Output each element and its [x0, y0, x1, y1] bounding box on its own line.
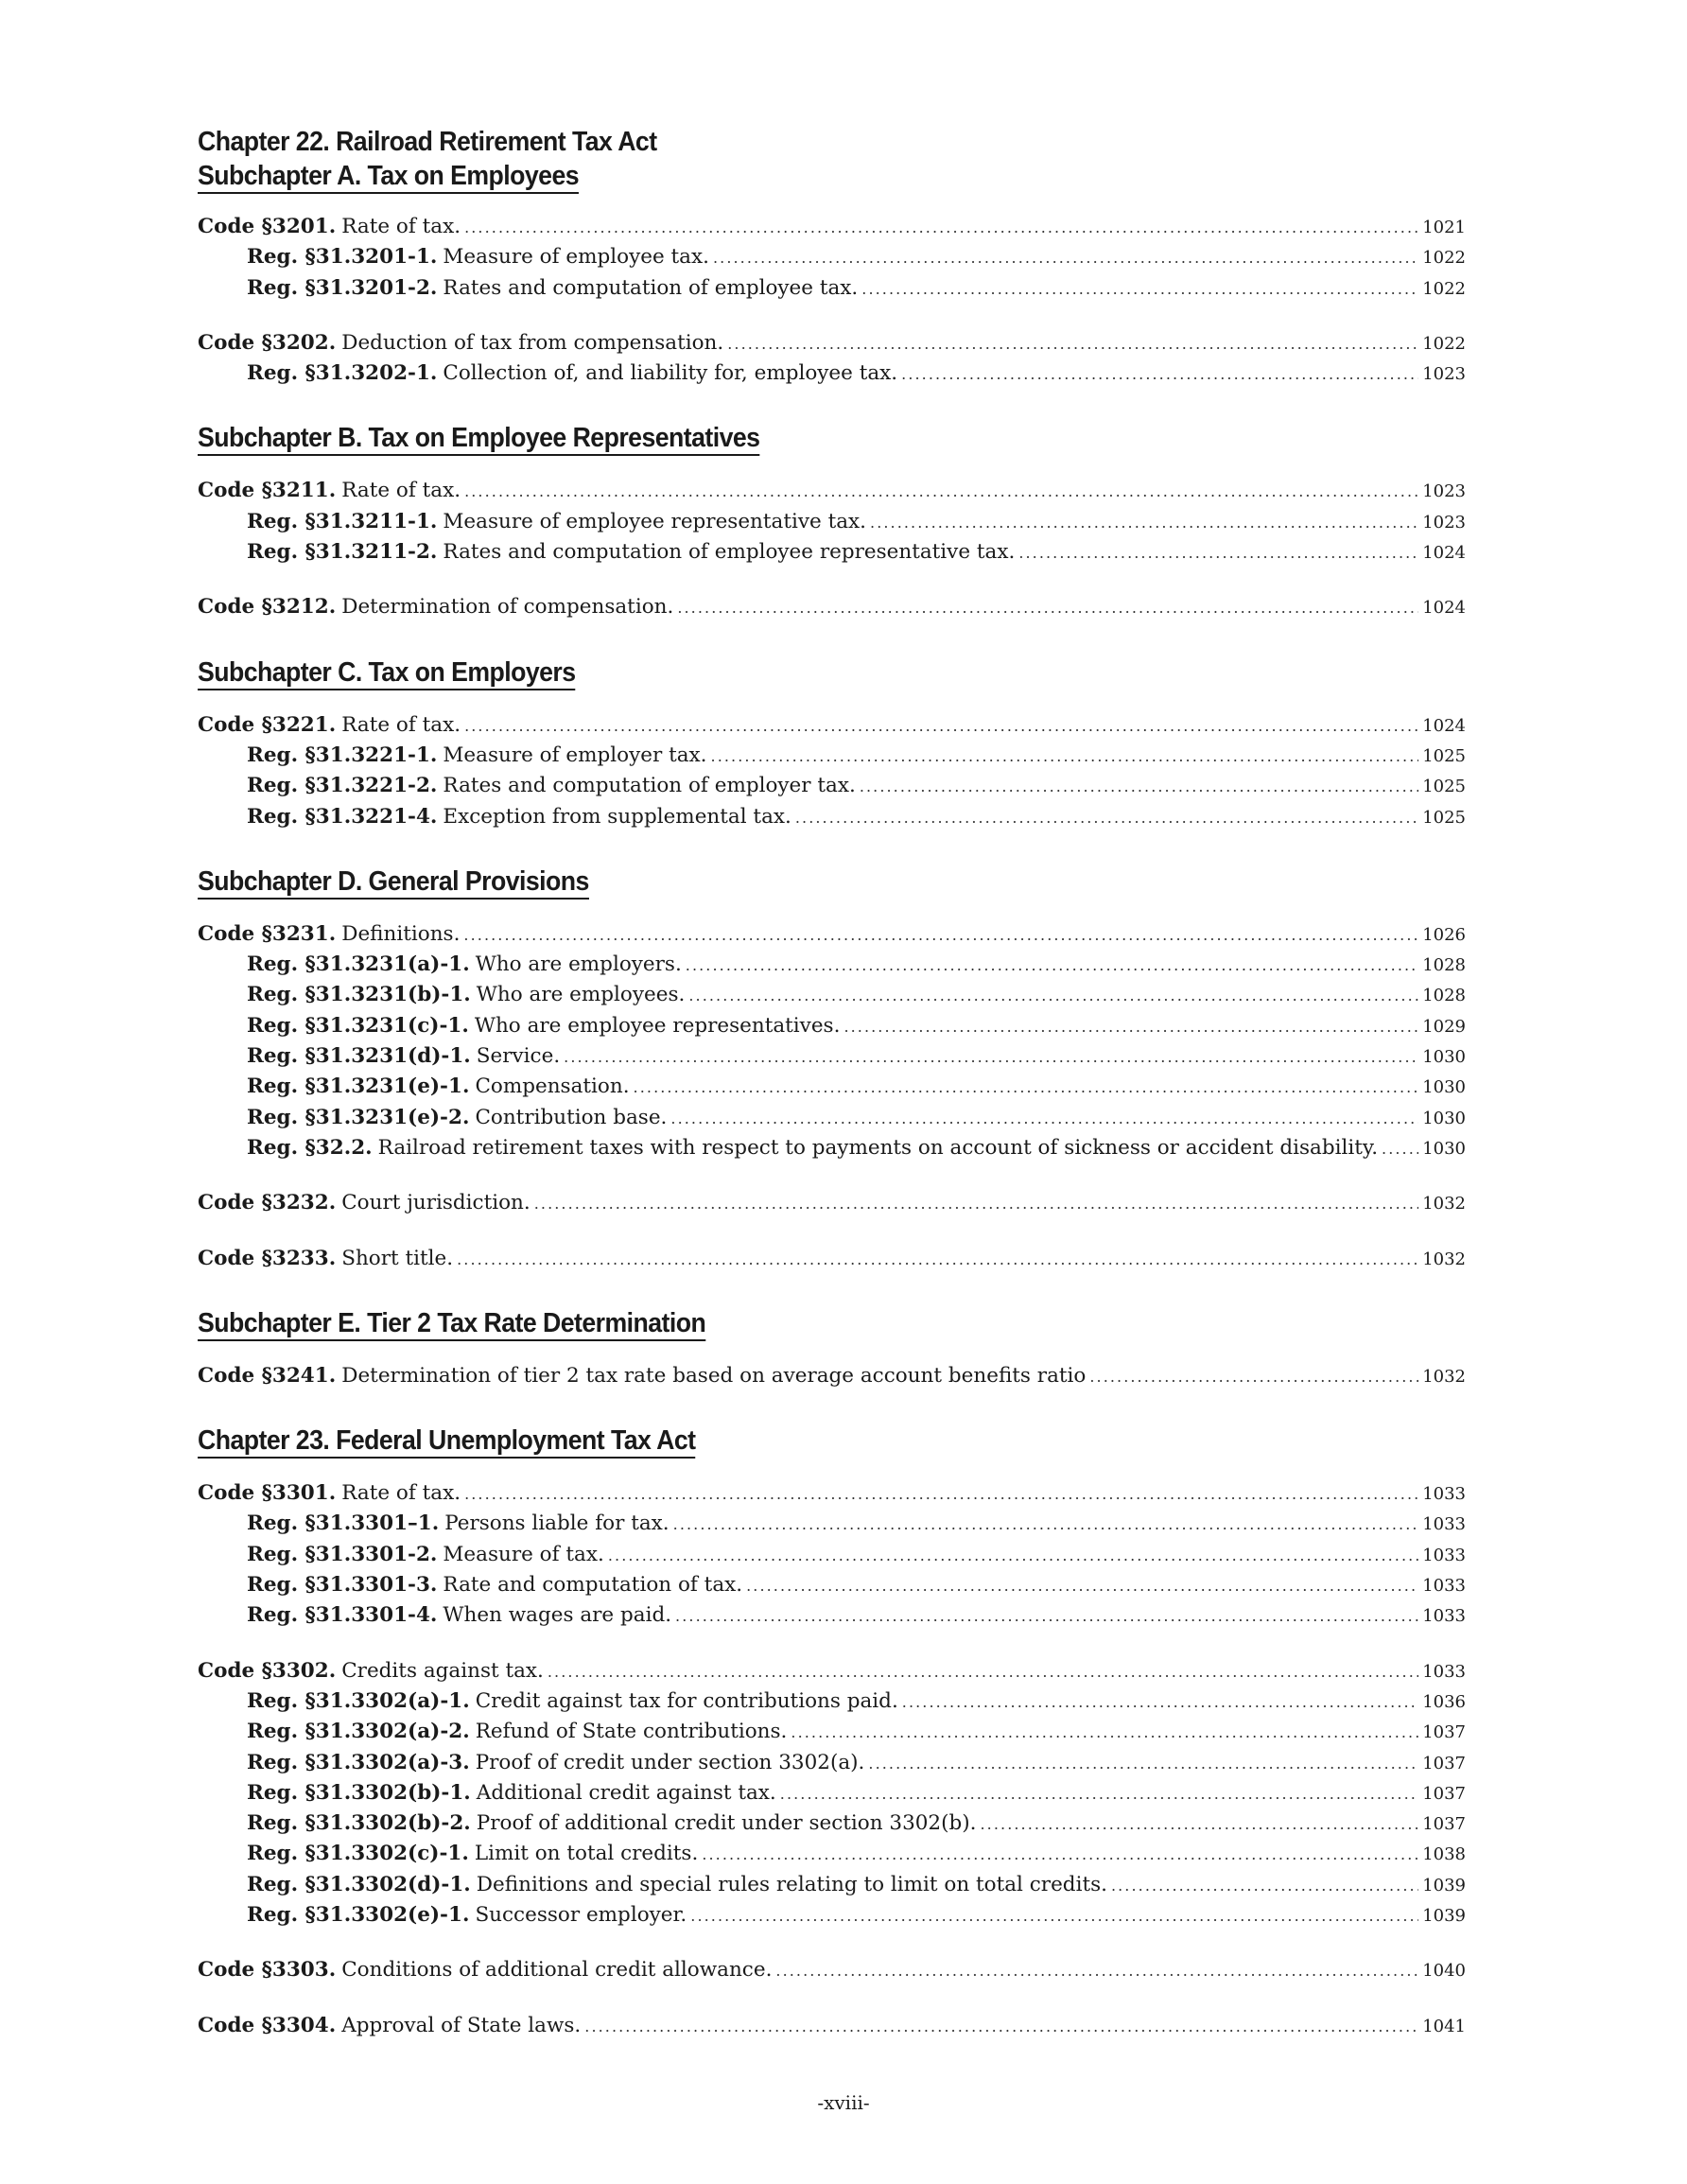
entry-reference: Code §3221. — [198, 712, 337, 737]
entry-description: When wages are paid. — [443, 1603, 672, 1628]
toc-entry-group — [198, 710, 1466, 832]
dot-leader — [463, 920, 1418, 950]
subchapter-heading — [198, 421, 1365, 455]
dot-leader — [464, 213, 1418, 242]
entry-reference: Reg. §31.3211-1. — [247, 509, 438, 533]
entry-description: Approval of State laws. — [341, 2013, 582, 2037]
page-number-footer: -xviii- — [817, 2091, 870, 2114]
toc-entry-regulation[interactable] — [198, 1839, 1466, 1869]
toc-entry-regulation[interactable] — [198, 1041, 1466, 1072]
toc-entry-regulation[interactable] — [198, 980, 1466, 1010]
toc-entry-group — [198, 212, 1466, 304]
toc-entry-group — [198, 328, 1466, 390]
entry-description: Compensation. — [475, 1075, 630, 1099]
dot-leader — [791, 1718, 1418, 1747]
entry-page-number: 1030 — [1422, 1077, 1466, 1098]
entry-reference: Code §3201. — [198, 215, 337, 238]
dot-leader — [548, 1657, 1418, 1686]
entry-page-number: 1023 — [1422, 481, 1466, 502]
entry-reference: Code §3301. — [198, 1481, 337, 1506]
entry-page-number: 1022 — [1422, 278, 1466, 299]
dot-leader — [670, 1104, 1418, 1133]
toc-entry-regulation[interactable] — [198, 1686, 1466, 1717]
entry-description: Rate and computation of tax. — [443, 1573, 743, 1598]
subchapter-heading — [198, 865, 1365, 899]
dot-leader — [711, 742, 1419, 771]
entry-description: Proof of credit under section 3302(a). — [475, 1750, 865, 1774]
toc-entry-group — [198, 1361, 1466, 1391]
toc-section — [198, 1306, 1466, 1391]
toc-entry-regulation[interactable] — [198, 771, 1466, 801]
dot-leader — [1382, 1134, 1418, 1163]
entry-reference: Reg. §31.3231(e)-1. — [247, 1075, 470, 1099]
subchapter-heading — [198, 1424, 1365, 1458]
toc-entry-regulation[interactable] — [198, 1808, 1466, 1839]
dot-leader — [677, 593, 1418, 622]
entry-page-number: 1030 — [1422, 1138, 1466, 1159]
entry-reference: Reg. §31.3302(e)-1. — [247, 1902, 470, 1927]
entry-page-number: 1041 — [1422, 2016, 1466, 2036]
entry-page-number: 1033 — [1422, 1545, 1466, 1565]
entry-reference: Code §3202. — [198, 330, 337, 355]
toc-entry-code[interactable] — [198, 592, 1466, 622]
dot-leader — [675, 1601, 1418, 1631]
dot-leader — [844, 1012, 1418, 1041]
entry-page-number: 1025 — [1422, 745, 1466, 766]
toc-entry-regulation[interactable] — [198, 1011, 1466, 1041]
subchapter-heading — [198, 655, 1365, 690]
toc-entry-group — [198, 919, 1466, 1163]
entry-page-number: 1036 — [1422, 1691, 1466, 1712]
entry-page-number: 1028 — [1422, 986, 1466, 1006]
entry-description: Definitions and special rules relating to limit on total credits. — [476, 1872, 1107, 1896]
dot-leader — [673, 1510, 1419, 1539]
toc-entry-group — [198, 1244, 1466, 1274]
dot-leader — [713, 243, 1418, 272]
table-of-contents — [198, 125, 1466, 2066]
entry-reference: Reg. §31.3221-4. — [247, 804, 438, 829]
toc-section — [198, 125, 1466, 389]
entry-description: Refund of State contributions. — [475, 1720, 788, 1744]
dot-leader — [464, 711, 1418, 741]
subchapter-heading — [198, 159, 1365, 193]
toc-entry-regulation[interactable] — [198, 273, 1466, 304]
toc-entry-code[interactable] — [198, 1955, 1466, 1985]
entry-page-number: 1022 — [1422, 333, 1466, 354]
entry-page-number: 1033 — [1422, 1484, 1466, 1505]
toc-section — [198, 1424, 1466, 2041]
entry-description: Who are employees. — [476, 983, 686, 1007]
entry-reference: Reg. §31.3231(d)-1. — [247, 1044, 471, 1069]
entry-description: Contribution base. — [475, 1105, 668, 1129]
entry-description: Who are employers. — [475, 952, 682, 977]
toc-entry-code[interactable] — [198, 710, 1466, 741]
entry-page-number: 1037 — [1422, 1783, 1466, 1804]
entry-description: Service. — [476, 1044, 561, 1069]
dot-leader — [464, 1479, 1418, 1509]
entry-page-number: 1021 — [1422, 218, 1466, 237]
entry-reference: Reg. §32.2. — [247, 1135, 373, 1160]
entry-description: Determination of tier 2 tax rate based on average account benefits ratio — [341, 1363, 1087, 1388]
entry-reference: Reg. §31.3302(a)-2. — [247, 1720, 470, 1744]
entry-description: Rates and computation of employer tax. — [443, 774, 856, 798]
subchapter-heading — [198, 1306, 1365, 1340]
entry-reference: Reg. §31.3221-1. — [247, 743, 438, 767]
toc-entry-code[interactable] — [198, 2011, 1466, 2041]
entry-description: Credits against tax. — [341, 1658, 544, 1683]
entry-page-number: 1039 — [1422, 1875, 1466, 1896]
entry-page-number: 1024 — [1422, 543, 1466, 564]
entry-description: Measure of employee tax. — [443, 245, 709, 270]
toc-entry-regulation[interactable] — [198, 507, 1466, 537]
dot-leader — [564, 1042, 1418, 1072]
entry-page-number: 1023 — [1422, 364, 1466, 385]
entry-reference: Reg. §31.3211-2. — [247, 540, 438, 565]
entry-reference: Reg. §31.3301–1. — [247, 1511, 440, 1536]
entry-reference: Code §3304. — [198, 2013, 337, 2037]
entry-page-number: 1037 — [1422, 1753, 1466, 1773]
toc-entry-code[interactable] — [198, 1361, 1466, 1391]
dot-leader — [727, 329, 1418, 358]
entry-description: Deduction of tax from compensation. — [341, 330, 724, 355]
entry-page-number: 1032 — [1422, 1249, 1466, 1269]
entry-page-number: 1033 — [1422, 1576, 1466, 1597]
toc-entry-regulation[interactable] — [198, 1133, 1466, 1163]
entry-page-number: 1023 — [1422, 512, 1466, 533]
entry-description: Successor employer. — [475, 1902, 687, 1927]
entry-description: Short title. — [341, 1246, 454, 1270]
entry-description: Rate of tax. — [341, 1481, 461, 1506]
entry-description: Proof of additional credit under section 3302(b). — [476, 1811, 977, 1836]
subchapter-heading-text: Subchapter A. Tax on Employees — [198, 161, 579, 194]
entry-page-number: 1024 — [1422, 598, 1466, 619]
entry-description: Conditions of additional credit allowance. — [341, 1958, 773, 1983]
entry-page-number: 1030 — [1422, 1047, 1466, 1068]
entry-description: Limit on total credits. — [474, 1842, 699, 1866]
entry-description: Persons liable for tax. — [444, 1511, 670, 1536]
entry-reference: Reg. §31.3231(a)-1. — [247, 952, 470, 977]
toc-entry-code[interactable] — [198, 919, 1466, 950]
toc-entry-regulation[interactable] — [198, 950, 1466, 980]
entry-description: Railroad retirement taxes with respect to payments on account of sickness or accident disability. — [377, 1135, 1379, 1160]
entry-reference: Reg. §31.3302(b)-1. — [247, 1780, 471, 1805]
toc-entry-regulation[interactable] — [198, 537, 1466, 568]
entry-description: Rates and computation of employee tax. — [443, 275, 859, 300]
entry-page-number: 1033 — [1422, 1661, 1466, 1682]
entry-reference: Code §3211. — [198, 479, 337, 503]
entry-reference: Reg. §31.3202-1. — [247, 361, 438, 386]
dot-leader — [780, 1779, 1418, 1808]
entry-page-number: 1028 — [1422, 955, 1466, 976]
dot-leader — [870, 508, 1418, 537]
dot-leader — [584, 2012, 1418, 2041]
entry-description: Determination of compensation. — [341, 595, 674, 620]
toc-entry-regulation[interactable] — [198, 1570, 1466, 1600]
dot-leader — [608, 1541, 1418, 1570]
toc-entry-code[interactable] — [198, 212, 1466, 242]
toc-entry-regulation[interactable] — [198, 1717, 1466, 1747]
dot-leader — [634, 1073, 1419, 1102]
entry-description: Collection of, and liability for, employee tax. — [443, 361, 898, 386]
entry-reference: Reg. §31.3301-2. — [247, 1542, 438, 1566]
toc-entry-group — [198, 476, 1466, 568]
dot-leader — [690, 1901, 1418, 1931]
entry-page-number: 1024 — [1422, 715, 1466, 736]
entry-reference: Reg. §31.3201-1. — [247, 245, 438, 270]
entry-reference: Reg. §31.3302(c)-1. — [247, 1842, 469, 1866]
entry-page-number: 1026 — [1422, 924, 1466, 945]
entry-description: Credit against tax for contributions paid. — [475, 1688, 898, 1713]
entry-description: Additional credit against tax. — [476, 1780, 776, 1805]
chapter-heading: Chapter 22. Railroad Retirement Tax Act — [198, 127, 657, 157]
subchapter-heading-text: Chapter 23. Federal Unemployment Tax Act — [198, 1425, 695, 1459]
entry-page-number: 1029 — [1422, 1016, 1466, 1037]
toc-entry-regulation[interactable] — [198, 358, 1466, 389]
subchapter-heading-text: Subchapter B. Tax on Employee Representatives — [198, 423, 759, 456]
toc-section — [198, 655, 1466, 832]
toc-entry-group — [198, 1656, 1466, 1931]
toc-entry-code[interactable] — [198, 1188, 1466, 1218]
entry-reference: Reg. §31.3201-2. — [247, 275, 438, 300]
entry-description: Definitions. — [341, 921, 461, 946]
entry-reference: Reg. §31.3302(d)-1. — [247, 1872, 471, 1896]
entry-reference: Reg. §31.3221-2. — [247, 774, 438, 798]
entry-description: Measure of employer tax. — [443, 743, 707, 767]
entry-reference: Code §3241. — [198, 1363, 337, 1388]
dot-leader — [702, 1840, 1418, 1869]
entry-description: Rate of tax. — [341, 712, 461, 737]
entry-page-number: 1039 — [1422, 1905, 1466, 1926]
toc-section — [198, 865, 1466, 1274]
entry-description: Court jurisdiction. — [341, 1191, 530, 1215]
entry-page-number: 1033 — [1422, 1606, 1466, 1627]
dot-leader — [1089, 1362, 1418, 1391]
dot-leader — [981, 1809, 1419, 1839]
entry-page-number: 1038 — [1422, 1844, 1466, 1865]
entry-page-number: 1032 — [1422, 1194, 1466, 1214]
toc-entry-code[interactable] — [198, 476, 1466, 506]
entry-reference: Reg. §31.3302(a)-1. — [247, 1688, 470, 1713]
entry-page-number: 1040 — [1422, 1961, 1466, 1982]
toc-entry-regulation[interactable] — [198, 1870, 1466, 1900]
toc-entry-regulation[interactable] — [198, 1748, 1466, 1778]
subchapter-heading-text: Subchapter C. Tax on Employers — [198, 657, 576, 690]
toc-entry-regulation[interactable] — [198, 1540, 1466, 1570]
dot-leader — [457, 1245, 1418, 1274]
toc-entry-regulation[interactable] — [198, 1900, 1466, 1931]
toc-entry-group — [198, 1188, 1466, 1218]
toc-entry-regulation[interactable] — [198, 242, 1466, 272]
toc-entry-group — [198, 592, 1466, 622]
toc-entry-regulation[interactable] — [198, 1509, 1466, 1539]
entry-reference: Reg. §31.3231(b)-1. — [247, 983, 471, 1007]
dot-leader — [775, 1956, 1418, 1985]
subchapter-heading-text: Subchapter E. Tier 2 Tax Rate Determination — [198, 1308, 705, 1341]
entry-page-number: 1033 — [1422, 1514, 1466, 1535]
entry-reference: Code §3233. — [198, 1246, 337, 1270]
entry-reference: Reg. §31.3231(c)-1. — [247, 1013, 469, 1038]
entry-description: Rates and computation of employee representative tax. — [443, 540, 1016, 565]
subchapter-heading-text: Subchapter D. General Provisions — [198, 866, 589, 900]
entry-reference: Code §3232. — [198, 1191, 337, 1215]
toc-entry-regulation[interactable] — [198, 802, 1466, 832]
dot-leader — [534, 1189, 1418, 1218]
entry-description: Who are employee representatives. — [474, 1013, 841, 1038]
toc-entry-code[interactable] — [198, 1244, 1466, 1274]
toc-entry-regulation[interactable] — [198, 741, 1466, 771]
dot-leader — [688, 981, 1418, 1010]
entry-reference: Reg. §31.3301-4. — [247, 1603, 438, 1628]
entry-reference: Reg. §31.3302(a)-3. — [247, 1750, 470, 1774]
dot-leader — [902, 1687, 1418, 1717]
entry-reference: Reg. §31.3302(b)-2. — [247, 1811, 471, 1836]
entry-page-number: 1037 — [1422, 1814, 1466, 1835]
toc-entry-regulation[interactable] — [198, 1778, 1466, 1808]
toc-entry-code[interactable] — [198, 1478, 1466, 1509]
toc-entry-regulation[interactable] — [198, 1600, 1466, 1631]
toc-entry-code[interactable] — [198, 328, 1466, 358]
entry-page-number: 1030 — [1422, 1108, 1466, 1128]
entry-page-number: 1025 — [1422, 807, 1466, 828]
dot-leader — [746, 1571, 1418, 1600]
dot-leader — [1018, 538, 1418, 568]
toc-entry-group — [198, 1955, 1466, 1985]
entry-page-number: 1025 — [1422, 777, 1466, 797]
entry-page-number: 1022 — [1422, 248, 1466, 269]
toc-section — [198, 421, 1466, 622]
entry-reference: Reg. §31.3231(e)-2. — [247, 1105, 470, 1129]
dot-leader — [1111, 1871, 1418, 1900]
dot-leader — [464, 477, 1418, 506]
toc-entry-regulation[interactable] — [198, 1103, 1466, 1133]
entry-reference: Code §3303. — [198, 1958, 337, 1983]
entry-page-number: 1037 — [1422, 1722, 1466, 1743]
entry-description: Measure of employee representative tax. — [443, 509, 867, 533]
dot-leader — [901, 359, 1418, 389]
entry-reference: Code §3231. — [198, 921, 337, 946]
dot-leader — [860, 772, 1418, 801]
entry-description: Rate of tax. — [341, 215, 461, 238]
entry-reference: Code §3302. — [198, 1658, 337, 1683]
entry-reference: Reg. §31.3301-3. — [247, 1573, 438, 1598]
toc-entry-code[interactable] — [198, 1656, 1466, 1686]
toc-entry-group — [198, 1478, 1466, 1631]
entry-reference: Code §3212. — [198, 595, 337, 620]
dot-leader — [861, 274, 1418, 304]
entry-page-number: 1032 — [1422, 1366, 1466, 1387]
toc-entry-regulation[interactable] — [198, 1072, 1466, 1102]
entry-description: Rate of tax. — [341, 479, 461, 503]
toc-entry-group — [198, 2011, 1466, 2041]
dot-leader — [686, 951, 1418, 980]
entry-description: Measure of tax. — [443, 1542, 604, 1566]
dot-leader — [795, 803, 1418, 832]
dot-leader — [868, 1749, 1418, 1778]
entry-description: Exception from supplemental tax. — [443, 804, 791, 829]
